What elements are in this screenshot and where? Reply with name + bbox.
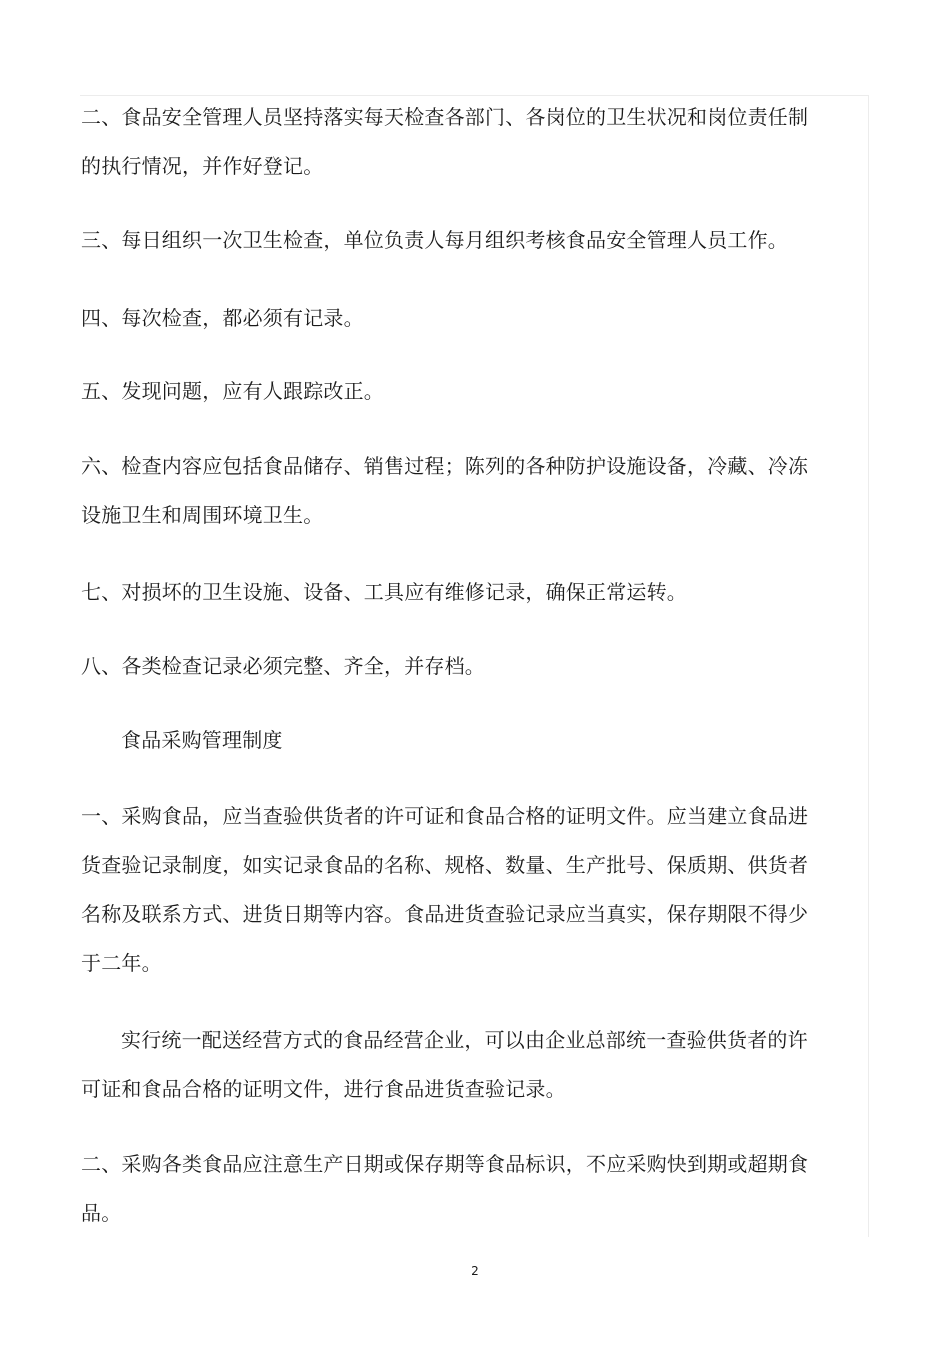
paragraph-rule-8: 八、各类检查记录必须完整、齐全，并存档。 [81,654,485,678]
paragraph-rule-3: 三、每日组织一次卫生检查，单位负责人每月组织考核食品安全管理人员工作。 [81,228,788,252]
section-heading: 食品采购管理制度 [121,728,283,752]
paragraph-purchase-note: 实行统一配送经营方式的食品经营企业，可以由企业总部统一查验供货者的许可证和食品合格的证明文件，进行食品进货查验记录。 [81,1028,808,1101]
paragraph-rule-6: 六、检查内容应包括食品储存、销售过程；陈列的各种防护设施设备，冷藏、冷冻设施卫生和周围环境卫生。 [81,454,809,527]
paragraph-purchase-2: 二、采购各类食品应注意生产日期或保存期等食品标识，不应采购快到期或超期食品。 [81,1152,809,1225]
paragraph-purchase-1: 一、采购食品，应当查验供货者的许可证和食品合格的证明文件。应当建立食品进货查验记录制度，如实记录食品的名称、规格、数量、生产批号、保质期、供货者名称及联系方式、进货日期等内容。食品进货查验记录应当真实，保存期限不得少于二年。 [81,804,809,975]
page-number: 2 [471,1264,479,1278]
paragraph-rule-2: 二、食品安全管理人员坚持落实每天检查各部门、各岗位的卫生状况和岗位责任制的执行情况，并作好登记。 [81,105,809,178]
paragraph-rule-7: 七、对损坏的卫生设施、设备、工具应有维修记录，确保正常运转。 [81,580,687,604]
paragraph-rule-4: 四、每次检查，都必须有记录。 [81,306,364,330]
paragraph-rule-5: 五、发现问题，应有人跟踪改正。 [81,379,384,403]
